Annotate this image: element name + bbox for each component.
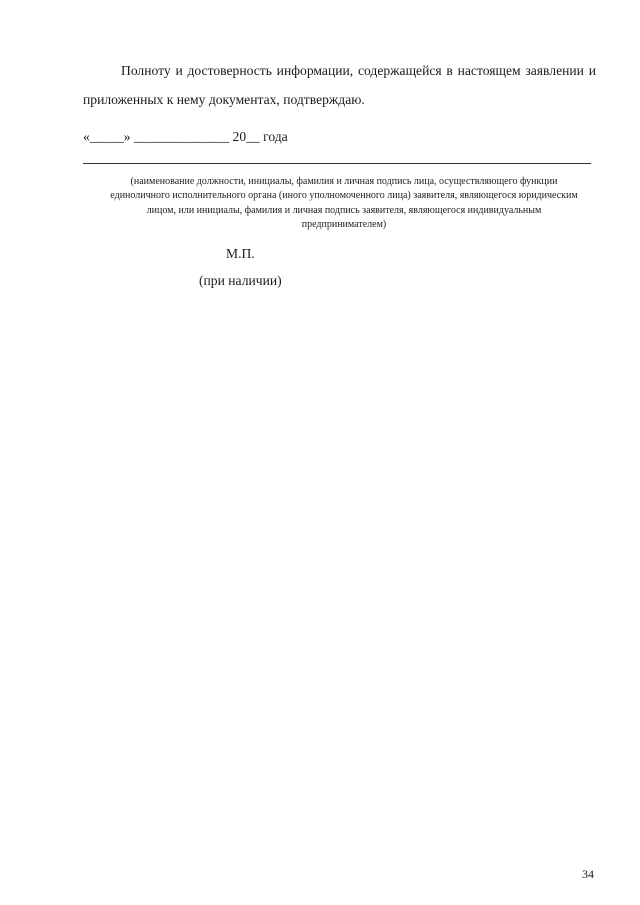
stamp-label: М.П. [226, 246, 255, 261]
signature-caption [90, 175, 598, 233]
confirmation-line-1: Полноту и достоверность информации, содержащейся в настоящем заявлении и [121, 63, 596, 78]
signature-caption-line-3: лицом, или инициалы, фамилия и личная подпись заявителя, являющегося индивидуальным [146, 204, 542, 216]
signature-caption-line-1: (наименование должности, инициалы, фамилия и личная подпись лица, осуществляющего функции [130, 176, 558, 187]
signature-caption-line-2: единоличного исполнительного органа (иного уполномоченного лица) заявителя, являющегося юридическим [110, 190, 578, 202]
date-field: «_____» ______________ 20__ года [83, 129, 288, 144]
stamp-note: (при наличии) [199, 273, 282, 288]
signature-caption-line-4: предпринимателем) [301, 219, 387, 231]
confirmation-line-2: приложенных к нему документах, подтверждаю. [83, 92, 365, 107]
confirmation-paragraph [83, 56, 596, 114]
page-number: 34 [582, 867, 594, 881]
signature-line [83, 163, 591, 164]
